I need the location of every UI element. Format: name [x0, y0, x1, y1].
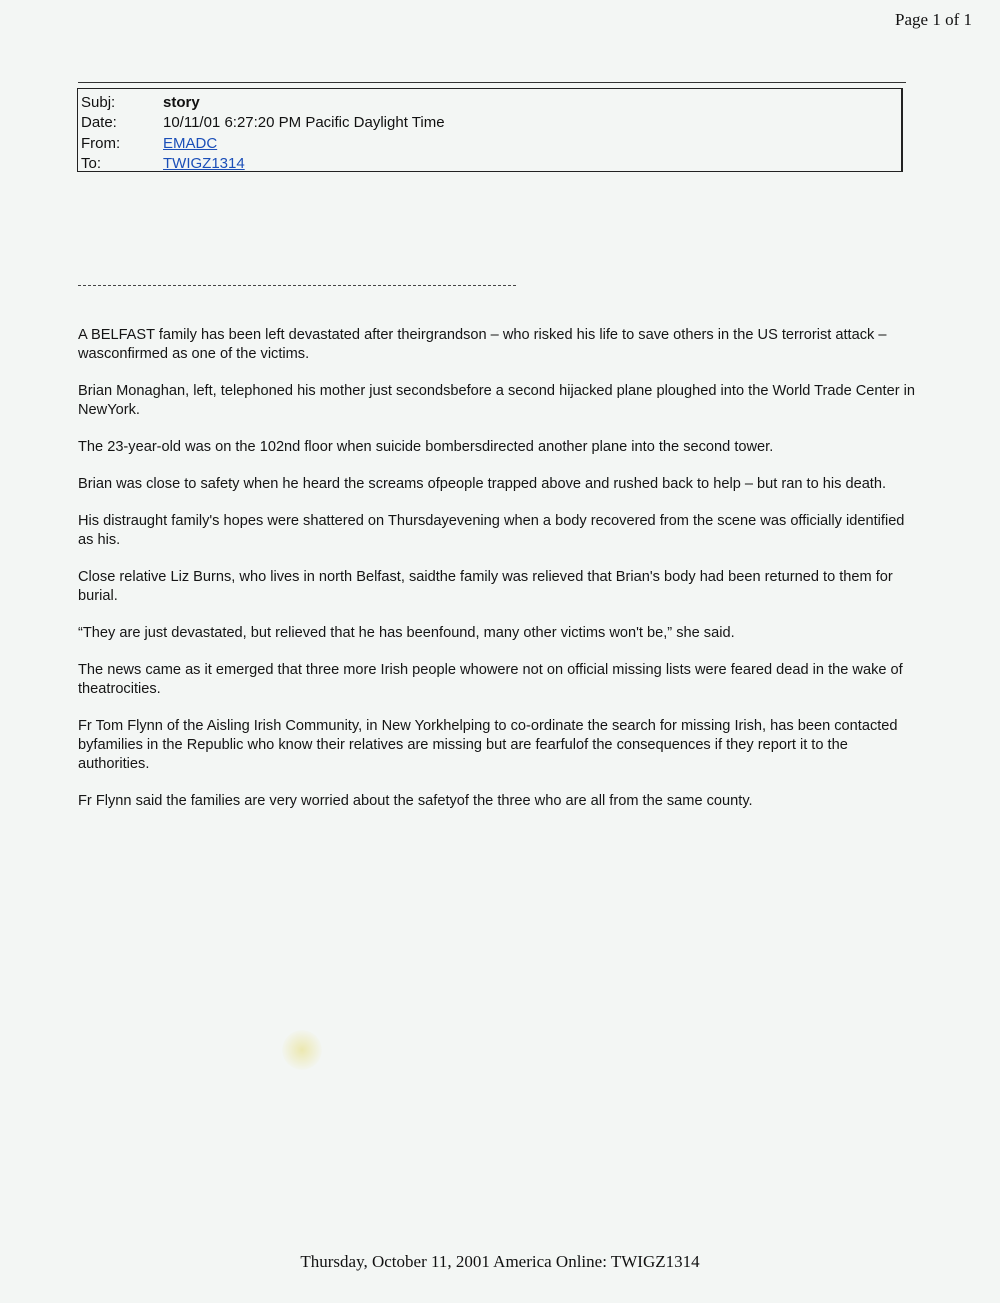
- subject-label: Subj:: [81, 93, 116, 111]
- from-link[interactable]: EMADC: [163, 134, 218, 152]
- to-link[interactable]: TWIGZ1314: [163, 155, 245, 173]
- from-label: From:: [81, 134, 121, 152]
- paragraph: The 23-year-old was on the 102nd floor when suicide bombersdirected another plane into the second tower.: [78, 439, 774, 455]
- paragraph: Brian Monaghan, left, telephoned his mother just secondsbefore a second hijacked plane ploughed into the World Trade Center in NewYork.: [78, 383, 915, 418]
- date-label: Date:: [81, 114, 117, 132]
- paper-stain: [282, 1030, 322, 1070]
- email-header: [77, 88, 903, 172]
- email-body: [78, 326, 918, 829]
- paragraph: Fr Tom Flynn of the Aisling Irish Community, in New Yorkhelping to co-ordinate the search for missing Irish, has been contacted byfamilies in the Republic who know their relatives are missing but are fearfulof the consequences if they report it to the authorities.: [78, 718, 898, 772]
- paragraph: His distraught family's hopes were shattered on Thursdayevening when a body recovered from the scene was officially identified as his.: [78, 513, 905, 548]
- top-rule: [78, 82, 906, 83]
- print-footer: Thursday, October 11, 2001 America Online: TWIGZ1314: [300, 1252, 700, 1271]
- to-row: [81, 154, 901, 175]
- from-row: [81, 133, 901, 154]
- to-label: To:: [81, 155, 102, 173]
- paragraph: Close relative Liz Burns, who lives in north Belfast, saidthe family was relieved that Brian's body had been returned to them for burial.: [78, 569, 893, 604]
- paragraph: A BELFAST family has been left devastated after theirgrandson – who risked his life to save others in the US terrorist attack – wasconfirmed as one of the victims.: [78, 327, 887, 362]
- paragraph: “They are just devastated, but relieved that he has beenfound, many other victims won't be,” she said.: [78, 625, 735, 641]
- page-number: Page 1 of 1: [895, 10, 972, 29]
- date-value: 10/11/01 6:27:20 PM Pacific Daylight Time: [163, 114, 445, 132]
- subject-value: story: [163, 93, 200, 111]
- paragraph: Fr Flynn said the families are very worried about the safetyof the three who are all from the same county.: [78, 793, 753, 809]
- date-row: [81, 113, 901, 134]
- paragraph: The news came as it emerged that three more Irish people whowere not on official missing lists were feared dead in the wake of theatrocities.: [78, 662, 903, 697]
- paragraph: Brian was close to safety when he heard the screams ofpeople trapped above and rushed back to help – but ran to his death.: [78, 476, 887, 492]
- subject-row: [81, 92, 901, 113]
- separator-line: [78, 285, 516, 286]
